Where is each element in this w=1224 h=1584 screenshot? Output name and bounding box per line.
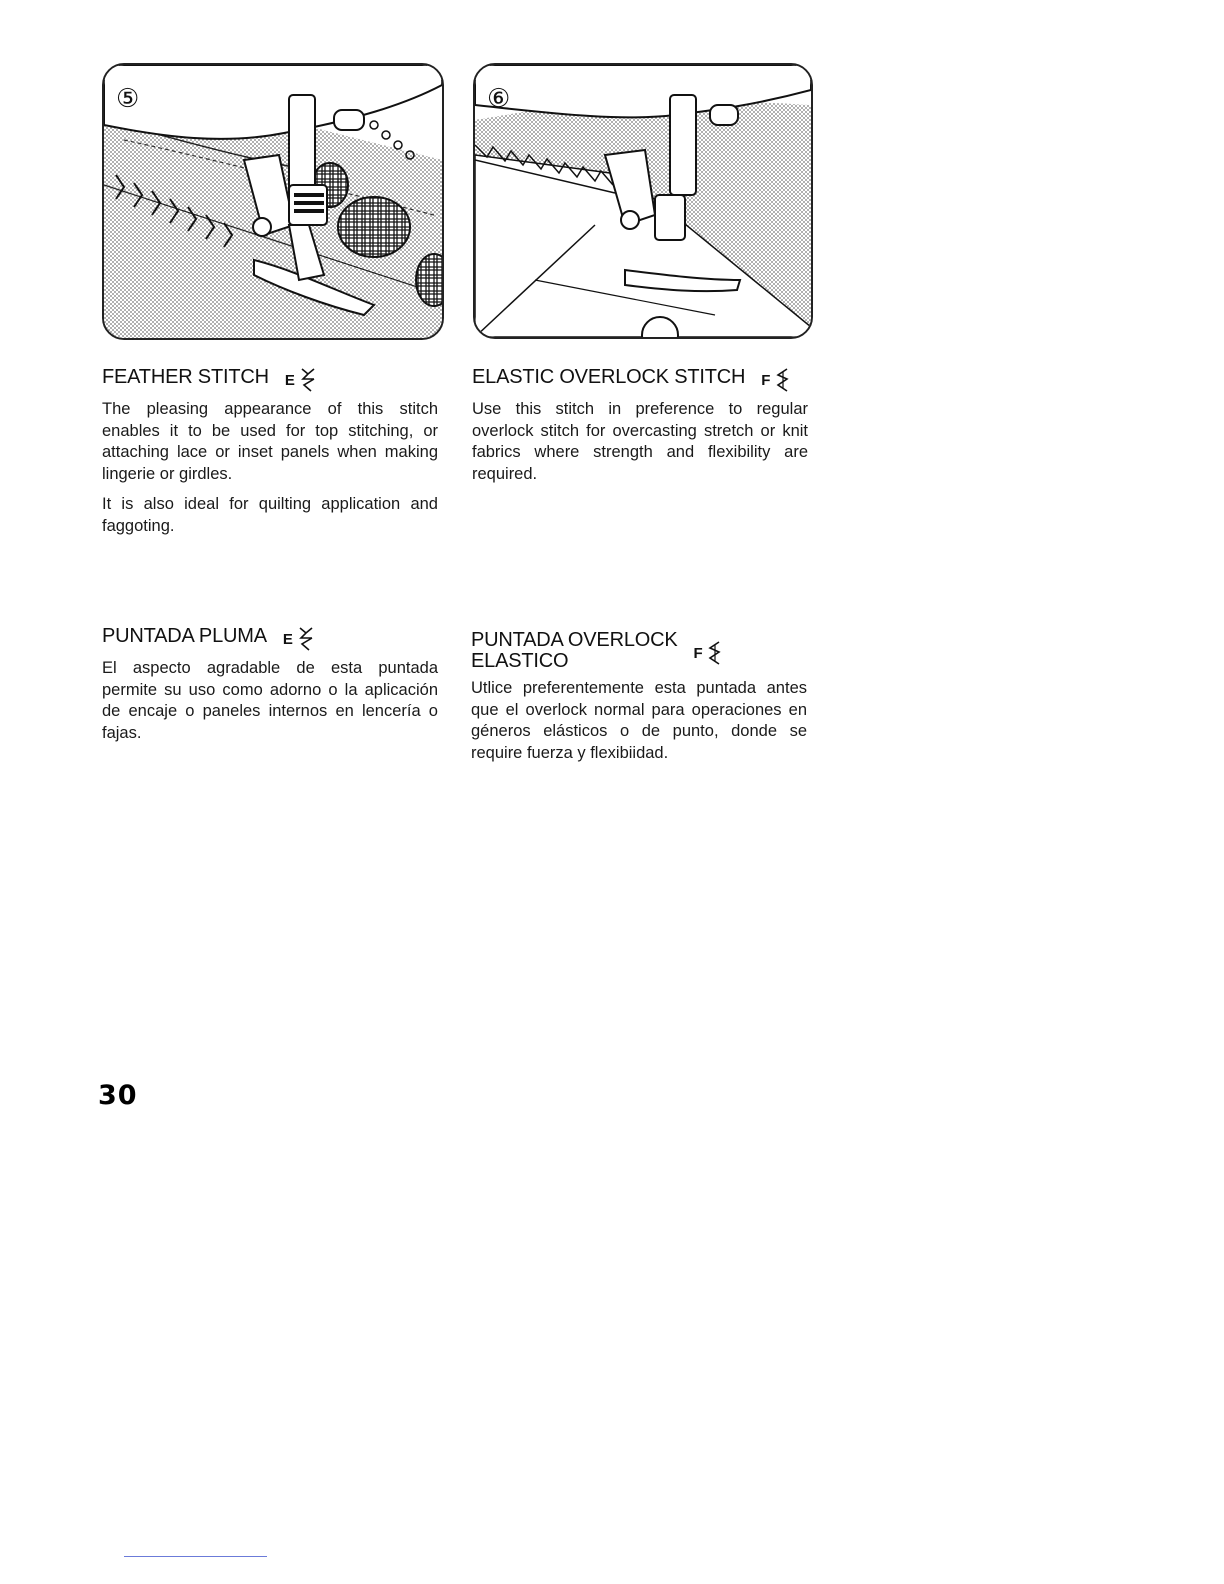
sewing-foot-feather-illustration (104, 65, 442, 338)
figure-number: ⑥ (487, 84, 511, 114)
stitch-code (761, 367, 792, 393)
feather-stitch-icon (297, 626, 315, 652)
paragraph: It is also ideal for quilting application and faggoting. (102, 495, 438, 535)
figure-elastic-overlock-stitch (473, 63, 813, 339)
section-heading (102, 367, 438, 393)
stitch-letter: F (693, 644, 703, 662)
footer-rule (124, 1556, 267, 1557)
stitch-code (285, 367, 317, 393)
section-title: ELASTIC OVERLOCK STITCH (472, 366, 746, 388)
section-title: FEATHER STITCH (102, 366, 269, 388)
section-title: PUNTADA OVERLOCK ELASTICO (471, 629, 678, 672)
section-feather-stitch-en (102, 367, 438, 546)
sewing-foot-overlock-illustration (475, 65, 811, 337)
figure-number: ⑤ (116, 84, 140, 114)
stitch-letter: E (282, 630, 293, 648)
feather-stitch-icon (299, 367, 317, 393)
section-heading (471, 630, 807, 672)
stitch-code (693, 640, 724, 666)
section-heading (102, 626, 438, 652)
paragraph: Use this stitch in preference to regular overlock stitch for overcasting stretch or knit fabrics where strength and flexibility are required. (472, 400, 808, 483)
stitch-letter: F (761, 371, 771, 389)
stitch-code (283, 626, 315, 652)
paragraph: The pleasing appearance of this stitch enables it to be used for top stitching, or attaching lace or inset panels when making lingerie or girdles. (102, 400, 438, 483)
section-feather-stitch-es (102, 626, 438, 753)
overlock-stitch-icon (774, 367, 792, 393)
section-heading (472, 367, 808, 393)
section-elastic-overlock-en (472, 367, 808, 494)
figure-feather-stitch (102, 63, 444, 340)
paragraph: Utlice preferentemente esta puntada antes que el overlock normal para operaciones en géneros elásticos o de punto, donde se require fuerza y flexibiidad. (471, 679, 807, 762)
stitch-letter: E (284, 371, 295, 389)
paragraph: El aspecto agradable de esta puntada permite su uso como adorno o la aplicación de encaje o paneles internos en lencería o fajas. (102, 659, 438, 742)
overlock-stitch-icon (706, 640, 724, 666)
page-number: 30 (98, 1080, 138, 1111)
section-title: PUNTADA PLUMA (102, 625, 267, 647)
section-elastic-overlock-es (471, 630, 807, 773)
